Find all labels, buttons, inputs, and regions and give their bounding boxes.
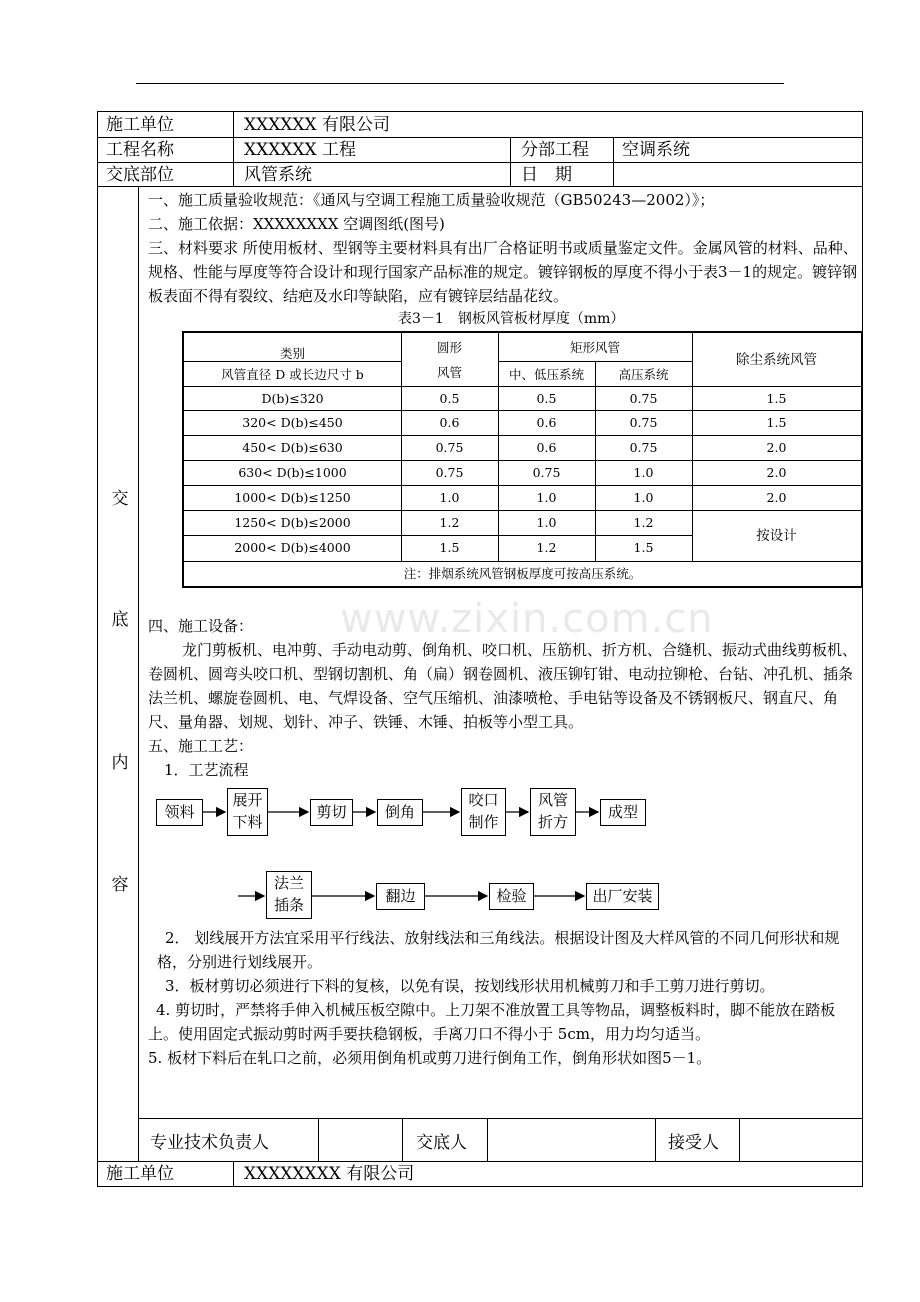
flow-step: 法兰 插条 [266, 871, 312, 919]
footer-unit-value: XXXXXXXX 有限公司 [244, 1164, 415, 1184]
td-dust: 2.0 [766, 490, 787, 505]
td-high: 1.5 [633, 540, 654, 555]
th-dimension: 风管直径 D 或长边尺寸 b [221, 367, 364, 382]
item-3: 3．板材剪切必须进行下料的复核，以免有误，按划线形状用机械剪刀和手工剪刀进行剪切。 [165, 977, 775, 995]
td-round: 0.75 [435, 440, 464, 455]
td-range: 2000< D(b)≤4000 [234, 540, 351, 555]
td-dust-merged: 按设计 [756, 528, 797, 544]
para-spec: 一、施工质量验收规范：《通风与空调工程施工质量验收规范（GB50243—2002）》； [148, 191, 715, 209]
td-high: 1.0 [633, 490, 654, 505]
part-value: 风管系统 [244, 165, 312, 185]
table-caption: 表3－1 钢板风管板材厚度（mm） [398, 311, 625, 327]
item-5: 5. 板材下料后在轧口之前，必须用倒角机或剪刀进行倒角工作，倒角形状如图5－1。 [148, 1049, 712, 1067]
td-range: 450< D(b)≤630 [242, 440, 343, 455]
td-range: D(b)≤320 [261, 391, 324, 406]
subproject-value: 空调系统 [622, 140, 690, 160]
td-range: 320< D(b)≤450 [242, 415, 343, 430]
td-high: 0.75 [629, 440, 658, 455]
th-category: 类别 [279, 346, 305, 361]
date-label: 日 期 [521, 165, 572, 185]
td-high: 1.0 [633, 465, 654, 480]
td-round: 0.6 [439, 415, 460, 430]
flow-step: 展开 下料 [227, 788, 268, 836]
td-range: 630< D(b)≤1000 [238, 465, 347, 480]
para-process-title: 五、施工工艺： [148, 737, 254, 755]
sig-tech-label: 专业技术负责人 [150, 1133, 269, 1153]
para-process-sub: 1．工艺流程 [164, 761, 249, 779]
td-round: 0.5 [439, 391, 460, 406]
side-label-char: 底 [111, 610, 129, 630]
td-high: 1.2 [633, 515, 654, 530]
td-dust: 2.0 [766, 440, 787, 455]
footer-unit-label: 施工单位 [106, 1164, 174, 1184]
sig-handover-label: 交底人 [416, 1133, 467, 1153]
subproject-label: 分部工程 [521, 140, 589, 160]
td-low: 1.0 [536, 515, 557, 530]
td-low: 0.6 [536, 440, 557, 455]
side-label-char: 交 [111, 489, 129, 509]
item-4: 4. 剪切时，严禁将手伸入机械压板空隙中。上刀架不准放置工具等物品，调整板料时，脚不能放在踏板上。使用固定式振动剪时两手要扶稳钢板，手离刀口不得小于 5cm，用力均匀适当。 [148, 1001, 836, 1043]
td-range: 1250< D(b)≤2000 [234, 515, 351, 530]
project-value: XXXXXX 工程 [244, 140, 357, 160]
td-round: 1.2 [439, 515, 460, 530]
part-label: 交底部位 [106, 165, 174, 185]
flow-step: 倒角 [377, 799, 423, 826]
watermark: www.zixin.com.cn [340, 596, 714, 642]
flow-step: 剪切 [310, 799, 353, 826]
project-label: 工程名称 [106, 140, 174, 160]
td-low: 0.6 [536, 415, 557, 430]
unit-label: 施工单位 [106, 115, 174, 135]
td-dust: 1.5 [766, 391, 787, 406]
para-materials: 三、材料要求 所使用板材、型钢等主要材料具有出厂合格证明书或质量鉴定文件。金属风管的材料、品种、规格、性能与厚度等符合设计和现行国家产品标准的规定。镀锌钢板的厚度不得小于表3－1的规定。镀锌钢板表面不得有裂纹、结疤及水印等缺陷，应有镀锌层结晶花纹。 [148, 239, 858, 305]
flow-step: 咬口 制作 [461, 788, 506, 836]
td-round: 1.0 [439, 490, 460, 505]
flow-step: 翻边 [376, 883, 425, 910]
td-round: 1.5 [439, 540, 460, 555]
flow-step: 检验 [489, 883, 534, 910]
flow-step: 风管 折方 [530, 788, 576, 836]
td-high: 0.75 [629, 415, 658, 430]
th-rect-low: 中、低压系统 [508, 367, 584, 382]
sig-receiver-label: 接受人 [668, 1133, 719, 1153]
th-rect-high: 高压系统 [618, 367, 669, 382]
para-equipment: 龙门剪板机、电冲剪、手动电动剪、倒角机、咬口机、压筋机、折方机、合缝机、振动式曲线剪板机、卷圆机、圆弯头咬口机、型钢切割机、角（扁）钢卷圆机、液压铆钉钳、电动拉铆枪、台钻、冲孔机、插条法兰机、螺旋卷圆机、电、气焊设备、空气压缩机、油漆喷枪、手电钻等设备及不锈钢板尺、钢直尺、角尺、量角器、划规、划针、冲子、铁锤、木锤、拍板等小型工具。 [148, 641, 858, 731]
flow-step: 领料 [156, 799, 203, 826]
td-dust: 2.0 [766, 465, 787, 480]
td-low: 0.75 [532, 465, 561, 480]
item-2: 2． 划线展开方法宜采用平行线法、放射线法和三角线法。根据设计图及大样风管的不同几何形状和规格，分别进行划线展开。 [157, 929, 840, 971]
td-low: 0.5 [536, 391, 557, 406]
flow-step: 成型 [600, 799, 646, 826]
th-round-1: 圆形 [436, 340, 462, 355]
para-equipment-title: 四、施工设备： [148, 617, 254, 635]
table-note: 注：排烟系统风管钢板厚度可按高压系统。 [403, 566, 642, 581]
unit-value: XXXXXX 有限公司 [244, 115, 391, 135]
td-round: 0.75 [435, 465, 464, 480]
td-low: 1.0 [536, 490, 557, 505]
flow-step: 出厂安装 [586, 883, 659, 910]
th-round-2: 风管 [436, 365, 462, 380]
para-basis: 二、施工依据：XXXXXXXX 空调图纸(图号) [148, 215, 445, 233]
side-label-char: 内 [111, 753, 129, 773]
side-label-char: 容 [111, 875, 129, 895]
th-rect: 矩形风管 [569, 340, 620, 355]
content-items [148, 926, 860, 1070]
td-range: 1000< D(b)≤1250 [234, 490, 351, 505]
td-low: 1.2 [536, 540, 557, 555]
th-dust: 除尘系统风管 [736, 352, 817, 368]
td-high: 0.75 [629, 391, 658, 406]
td-dust: 1.5 [766, 415, 787, 430]
